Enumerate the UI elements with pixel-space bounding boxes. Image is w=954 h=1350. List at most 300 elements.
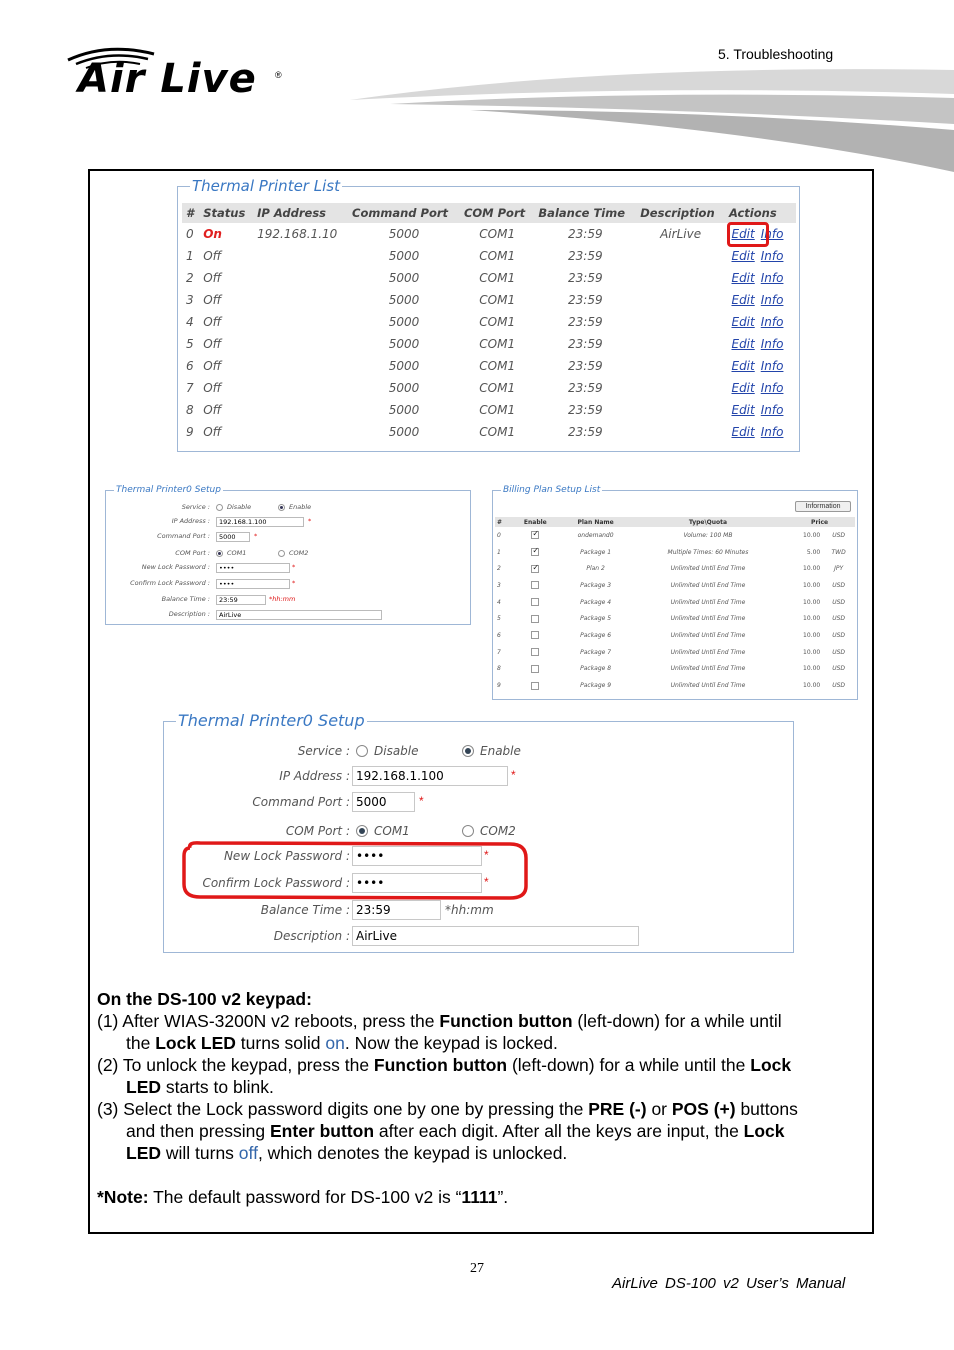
step-3-cont-2 bbox=[97, 1142, 867, 1164]
small-balance-hint: *hh:mm bbox=[269, 595, 296, 603]
small-balance-label: Balance Time : bbox=[161, 595, 210, 603]
enable-label: Enable bbox=[480, 744, 521, 758]
small-service-row bbox=[106, 503, 470, 515]
ip-required-mark: * bbox=[511, 768, 516, 782]
cell-ip bbox=[253, 245, 348, 267]
thermal-printer-rows bbox=[182, 223, 796, 443]
edit-link[interactable]: Edit bbox=[731, 381, 755, 395]
cell-balance: 23:59 bbox=[568, 425, 603, 439]
col-com-port: COM Port bbox=[460, 203, 534, 223]
edit-link[interactable]: Edit bbox=[731, 227, 755, 241]
thermal-printer-list-legend: Thermal Printer List bbox=[192, 177, 340, 195]
billing-cell-currency: USD bbox=[832, 581, 846, 589]
info-link[interactable]: Info bbox=[760, 227, 784, 241]
table-row bbox=[182, 289, 796, 311]
small-ip-row bbox=[106, 517, 470, 529]
billing-cell-enable bbox=[511, 610, 559, 627]
cell-cmd-port: 5000 bbox=[388, 425, 420, 439]
col-ip: IP Address bbox=[253, 203, 348, 223]
small-newpw-label: New Lock Password : bbox=[141, 563, 210, 571]
billing-cell-num: 2 bbox=[497, 565, 501, 573]
small-setup-panel bbox=[105, 485, 471, 625]
billing-cell-enable bbox=[511, 544, 559, 561]
manual-title: AirLive DS-100 v2 User’s Manual bbox=[612, 1275, 846, 1292]
billing-cell-quota: Unlimited Until End Time bbox=[670, 648, 746, 656]
cell-description bbox=[636, 377, 725, 399]
balance-time-row bbox=[164, 900, 793, 922]
cell-com-port: COM1 bbox=[479, 381, 516, 395]
cell-num: 2 bbox=[186, 271, 194, 285]
cell-description bbox=[636, 311, 725, 333]
edit-link[interactable]: Edit bbox=[731, 403, 755, 417]
cell-ip bbox=[253, 421, 348, 443]
billing-row bbox=[495, 577, 855, 594]
step-3-cont bbox=[97, 1120, 867, 1142]
info-link[interactable]: Info bbox=[760, 403, 784, 417]
large-setup-panel bbox=[163, 711, 794, 953]
step-2-cont bbox=[97, 1076, 867, 1098]
billing-row bbox=[495, 661, 855, 678]
thermal-printer-table bbox=[182, 203, 796, 443]
enable-checkbox[interactable] bbox=[531, 631, 539, 639]
cell-status: Off bbox=[203, 249, 222, 263]
info-link[interactable]: Info bbox=[760, 337, 784, 351]
small-com1-radio[interactable] bbox=[216, 550, 223, 557]
small-balance-row bbox=[106, 595, 470, 607]
billing-cell-quota: Unlimited Until End Time bbox=[670, 565, 746, 573]
billing-rows bbox=[495, 527, 855, 694]
com1-label: COM1 bbox=[374, 824, 410, 838]
cell-ip bbox=[253, 311, 348, 333]
table-row bbox=[182, 399, 796, 421]
col-num: # bbox=[182, 203, 199, 223]
billing-cell-quota: Multiple Times: 60 Minutes bbox=[667, 548, 749, 556]
billing-cell-price: 10.00 bbox=[803, 665, 821, 673]
com1-radio[interactable] bbox=[356, 825, 368, 837]
default-password-note bbox=[97, 1186, 867, 1208]
step-2 bbox=[97, 1054, 867, 1076]
cell-status: Off bbox=[203, 315, 222, 329]
small-ip-label: IP Address : bbox=[171, 517, 210, 525]
step-3-text: buttons bbox=[735, 1099, 798, 1119]
billing-row bbox=[495, 560, 855, 577]
led-term: LED bbox=[126, 1143, 161, 1163]
step-2-text: (2) To unlock the keypad, press the bbox=[97, 1055, 374, 1075]
edit-link[interactable]: Edit bbox=[731, 271, 755, 285]
billing-cell-currency: JPY bbox=[834, 565, 844, 573]
billing-cell-currency: USD bbox=[832, 665, 846, 673]
cell-com-port: COM1 bbox=[479, 293, 516, 307]
enable-checkbox[interactable] bbox=[531, 548, 539, 556]
enable-checkbox[interactable] bbox=[531, 581, 539, 589]
cell-balance: 23:59 bbox=[568, 271, 603, 285]
col-actions: Actions bbox=[725, 203, 796, 223]
cell-cmd-port: 5000 bbox=[388, 315, 420, 329]
cell-cmd-port: 5000 bbox=[388, 359, 420, 373]
information-button[interactable]: Information bbox=[795, 501, 851, 512]
enable-checkbox[interactable] bbox=[531, 665, 539, 673]
note-text: The default password for DS-100 v2 is “ bbox=[148, 1187, 462, 1207]
edit-link[interactable]: Edit bbox=[731, 337, 755, 351]
enable-checkbox[interactable] bbox=[531, 565, 539, 573]
enable-checkbox[interactable] bbox=[531, 531, 539, 539]
small-cmd-required: * bbox=[254, 532, 258, 540]
description-input[interactable]: AirLive bbox=[352, 926, 639, 946]
command-port-row bbox=[164, 792, 793, 814]
ip-address-label: IP Address : bbox=[279, 769, 350, 783]
ip-address-row bbox=[164, 766, 793, 788]
info-link[interactable]: Info bbox=[760, 249, 784, 263]
header-swoosh-graphic bbox=[350, 64, 954, 174]
info-link[interactable]: Info bbox=[760, 315, 784, 329]
large-setup-legend: Thermal Printer0 Setup bbox=[178, 711, 365, 730]
confirm-lock-password-label: Confirm Lock Password : bbox=[202, 876, 350, 890]
small-com2-radio[interactable] bbox=[278, 550, 285, 557]
note-label: *Note: bbox=[97, 1187, 149, 1207]
edit-link[interactable]: Edit bbox=[731, 425, 755, 439]
table-row bbox=[182, 333, 796, 355]
billing-row bbox=[495, 627, 855, 644]
cell-cmd-port: 5000 bbox=[388, 293, 420, 307]
cell-ip bbox=[253, 355, 348, 377]
billing-cell-price: 10.00 bbox=[803, 598, 821, 606]
table-row bbox=[182, 311, 796, 333]
billing-cell-price: 10.00 bbox=[803, 531, 821, 539]
cell-num: 3 bbox=[186, 293, 194, 307]
cell-ip bbox=[253, 399, 348, 421]
cell-actions bbox=[725, 355, 796, 377]
cell-actions bbox=[725, 333, 796, 355]
billing-cell-plan: Package 3 bbox=[580, 581, 612, 589]
cell-num: 9 bbox=[186, 425, 194, 439]
step-2-text: starts to blink. bbox=[161, 1077, 274, 1097]
billing-col-price: Price bbox=[784, 517, 855, 527]
step-3-text: , which denotes the keypad is unlocked. bbox=[257, 1143, 568, 1163]
billing-cell-plan: Plan 2 bbox=[586, 565, 605, 573]
billing-cell-num: 6 bbox=[497, 631, 501, 639]
small-desc-input[interactable]: AirLive bbox=[216, 610, 382, 620]
cell-num: 4 bbox=[186, 315, 194, 329]
small-com-label: COM Port : bbox=[175, 549, 210, 557]
small-cmd-input[interactable]: 5000 bbox=[216, 532, 250, 542]
balance-time-label: Balance Time : bbox=[260, 903, 350, 917]
step-3-text: or bbox=[646, 1099, 672, 1119]
small-confpw-row bbox=[106, 579, 470, 591]
billing-cell-plan: Package 1 bbox=[580, 548, 612, 556]
cell-com-port: COM1 bbox=[479, 249, 516, 263]
confirm-lock-password-input[interactable]: •••• bbox=[352, 873, 482, 893]
billing-cell-quota: Unlimited Until End Time bbox=[670, 665, 746, 673]
info-link[interactable]: Info bbox=[760, 359, 784, 373]
step-1-text: (left-down) for a while until bbox=[572, 1011, 782, 1031]
billing-col-enable: Enable bbox=[511, 517, 559, 527]
cell-num: 6 bbox=[186, 359, 194, 373]
step-1-text: the bbox=[126, 1033, 156, 1053]
billing-cell-currency: USD bbox=[832, 682, 846, 690]
cell-com-port: COM1 bbox=[479, 425, 516, 439]
led-term: LED bbox=[126, 1077, 161, 1097]
step-1-text: (1) After WIAS-3200N v2 reboots, press the bbox=[97, 1011, 440, 1031]
description-row bbox=[164, 926, 793, 948]
billing-cell-price: 5.00 bbox=[806, 548, 821, 556]
cell-balance: 23:59 bbox=[568, 293, 603, 307]
step-3-text: after each digit. After all the keys are input, the bbox=[374, 1121, 744, 1141]
ip-address-input[interactable]: 192.168.1.100 bbox=[352, 766, 508, 786]
info-link[interactable]: Info bbox=[760, 381, 784, 395]
step-3-text: and then pressing bbox=[126, 1121, 270, 1141]
lock-term: Lock bbox=[743, 1121, 785, 1141]
enable-checkbox[interactable] bbox=[531, 682, 539, 690]
enable-checkbox[interactable] bbox=[531, 648, 539, 656]
col-description: Description bbox=[636, 203, 725, 223]
cell-balance: 23:59 bbox=[568, 227, 603, 241]
cell-cmd-port: 5000 bbox=[388, 249, 420, 263]
billing-cell-price: 10.00 bbox=[803, 615, 821, 623]
billing-cell-currency: USD bbox=[832, 648, 846, 656]
cell-status: On bbox=[203, 227, 222, 241]
cell-actions bbox=[725, 399, 796, 421]
small-enable-label: Enable bbox=[289, 503, 312, 511]
billing-cell-quota: Unlimited Until End Time bbox=[670, 682, 746, 690]
cell-balance: 23:59 bbox=[568, 381, 603, 395]
step-1-text: turns solid bbox=[235, 1033, 326, 1053]
cell-num: 1 bbox=[186, 249, 194, 263]
small-desc-label: Description : bbox=[168, 610, 210, 618]
enable-radio[interactable] bbox=[462, 745, 474, 757]
billing-cell-quota: Volume: 100 MB bbox=[683, 531, 733, 539]
pre-button-term: PRE (-) bbox=[588, 1099, 647, 1119]
small-ip-input[interactable]: 192.168.1.100 bbox=[216, 517, 304, 527]
service-row bbox=[164, 741, 793, 763]
small-enable-radio[interactable] bbox=[278, 504, 285, 511]
small-service-label: Service : bbox=[181, 503, 210, 511]
enable-checkbox[interactable] bbox=[531, 615, 539, 623]
small-confpw-input[interactable]: •••• bbox=[216, 579, 290, 589]
cell-description bbox=[636, 399, 725, 421]
cell-num: 7 bbox=[186, 381, 194, 395]
col-balance: Balance Time bbox=[534, 203, 636, 223]
step-2-text: (left-down) for a while until the bbox=[507, 1055, 751, 1075]
billing-cell-plan: Package 8 bbox=[580, 665, 612, 673]
off-state-term: off bbox=[238, 1143, 258, 1163]
command-port-input[interactable]: 5000 bbox=[352, 792, 415, 812]
table-row bbox=[182, 421, 796, 443]
command-port-required-mark: * bbox=[419, 794, 424, 808]
page-number: 27 bbox=[470, 1261, 484, 1276]
billing-cell-num: 8 bbox=[497, 665, 501, 673]
balance-time-hint: *hh:mm bbox=[445, 903, 494, 917]
col-cmd-port: Command Port bbox=[348, 203, 460, 223]
billing-cell-enable bbox=[511, 577, 559, 594]
billing-cell-num: 5 bbox=[497, 615, 501, 623]
cell-balance: 23:59 bbox=[568, 249, 603, 263]
cell-status: Off bbox=[203, 425, 222, 439]
cell-actions bbox=[725, 289, 796, 311]
note-text: ”. bbox=[497, 1187, 509, 1207]
registered-mark: ® bbox=[275, 70, 282, 80]
cell-cmd-port: 5000 bbox=[388, 381, 420, 395]
edit-highlight-box bbox=[727, 222, 769, 247]
billing-cell-plan: Package 9 bbox=[580, 682, 612, 690]
col-status: Status bbox=[199, 203, 253, 223]
billing-cell-currency: USD bbox=[832, 531, 846, 539]
small-cmd-label: Command Port : bbox=[157, 532, 210, 540]
edit-link[interactable]: Edit bbox=[731, 315, 755, 329]
billing-cell-price: 10.00 bbox=[803, 682, 821, 690]
cell-actions bbox=[725, 245, 796, 267]
info-link[interactable]: Info bbox=[760, 425, 784, 439]
billing-cell-enable bbox=[511, 594, 559, 611]
cell-status: Off bbox=[203, 359, 222, 373]
billing-row bbox=[495, 544, 855, 561]
pos-button-term: POS (+) bbox=[671, 1099, 736, 1119]
billing-row bbox=[495, 527, 855, 544]
small-confpw-label: Confirm Lock Password : bbox=[130, 579, 210, 587]
thermal-printer-list-panel bbox=[177, 177, 800, 452]
cell-com-port: COM1 bbox=[479, 403, 516, 417]
com-port-label: COM Port : bbox=[285, 824, 350, 838]
cell-status: Off bbox=[203, 381, 222, 395]
billing-cell-quota: Unlimited Until End Time bbox=[670, 581, 746, 589]
billing-cell-num: 4 bbox=[497, 598, 501, 606]
disable-radio[interactable] bbox=[356, 745, 368, 757]
cell-num: 0 bbox=[186, 227, 194, 241]
small-balance-input[interactable]: 23:59 bbox=[216, 595, 266, 605]
small-ip-required: * bbox=[308, 517, 312, 525]
instructions-block bbox=[97, 988, 867, 1208]
cell-balance: 23:59 bbox=[568, 315, 603, 329]
cell-cmd-port: 5000 bbox=[388, 227, 420, 241]
cell-actions bbox=[725, 421, 796, 443]
billing-cell-num: 3 bbox=[497, 581, 501, 589]
billing-cell-quota: Unlimited Until End Time bbox=[670, 615, 746, 623]
cell-com-port: COM1 bbox=[479, 271, 516, 285]
table-row bbox=[182, 377, 796, 399]
billing-cell-plan: ondemand0 bbox=[577, 531, 614, 539]
cell-description bbox=[636, 289, 725, 311]
billing-cell-num: 0 bbox=[497, 531, 501, 539]
billing-plan-panel bbox=[492, 485, 858, 700]
cell-com-port: COM1 bbox=[479, 359, 516, 373]
billing-cell-currency: USD bbox=[832, 615, 846, 623]
small-disable-radio[interactable] bbox=[216, 504, 223, 511]
billing-cell-enable bbox=[511, 627, 559, 644]
cell-actions bbox=[725, 267, 796, 289]
step-3-text: will turns bbox=[161, 1143, 239, 1163]
new-lock-password-input[interactable]: •••• bbox=[352, 846, 482, 866]
lock-term: Lock bbox=[750, 1055, 792, 1075]
lock-led-term: Lock LED bbox=[155, 1033, 236, 1053]
table-row bbox=[182, 245, 796, 267]
billing-cell-plan: Package 4 bbox=[580, 598, 612, 606]
enable-checkbox[interactable] bbox=[531, 598, 539, 606]
function-button-term: Function button bbox=[373, 1055, 508, 1075]
billing-cell-num: 7 bbox=[497, 648, 501, 656]
step-3-text: (3) Select the Lock password digits one by one by pressing the bbox=[97, 1099, 589, 1119]
cell-ip bbox=[253, 267, 348, 289]
default-password-value: 1111 bbox=[461, 1187, 498, 1207]
cell-actions bbox=[725, 377, 796, 399]
small-desc-row bbox=[106, 610, 470, 622]
description-label: Description : bbox=[273, 929, 350, 943]
edit-link[interactable]: Edit bbox=[731, 249, 755, 263]
com2-radio[interactable] bbox=[462, 825, 474, 837]
instructions-heading: On the DS-100 v2 keypad: bbox=[97, 989, 312, 1009]
billing-row bbox=[495, 610, 855, 627]
cell-description bbox=[636, 245, 725, 267]
small-com-row bbox=[106, 549, 470, 561]
small-cmd-row bbox=[106, 532, 470, 544]
billing-cell-enable bbox=[511, 527, 559, 544]
cell-description bbox=[636, 267, 725, 289]
edit-link[interactable]: Edit bbox=[731, 359, 755, 373]
billing-cell-enable bbox=[511, 644, 559, 661]
small-setup-legend: Thermal Printer0 Setup bbox=[116, 485, 221, 495]
billing-row bbox=[495, 677, 855, 694]
enter-button-term: Enter button bbox=[270, 1121, 375, 1141]
table-row bbox=[182, 223, 796, 245]
password-highlight-loop bbox=[180, 840, 532, 902]
function-button-term: Function button bbox=[439, 1011, 573, 1031]
billing-cell-plan: Package 6 bbox=[580, 631, 612, 639]
edit-link[interactable]: Edit bbox=[731, 293, 755, 307]
balance-time-input[interactable]: 23:59 bbox=[352, 900, 441, 920]
billing-cell-price: 10.00 bbox=[803, 581, 821, 589]
step-1 bbox=[97, 1010, 867, 1032]
billing-cell-num: 9 bbox=[497, 682, 501, 690]
cell-cmd-port: 5000 bbox=[388, 403, 420, 417]
billing-cell-quota: Unlimited Until End Time bbox=[670, 631, 746, 639]
confirm-lock-password-required-mark: * bbox=[484, 875, 489, 889]
small-newpw-required: * bbox=[292, 563, 296, 571]
cell-ip bbox=[253, 289, 348, 311]
command-port-label: Command Port : bbox=[252, 795, 350, 809]
billing-cell-currency: TWD bbox=[831, 548, 846, 556]
cell-num: 8 bbox=[186, 403, 194, 417]
cell-ip bbox=[253, 377, 348, 399]
step-1-cont bbox=[97, 1032, 867, 1054]
table-row bbox=[182, 267, 796, 289]
billing-col-quota: Type\Quota bbox=[632, 517, 784, 527]
billing-cell-plan: Package 5 bbox=[580, 615, 612, 623]
small-newpw-row bbox=[106, 563, 470, 575]
com2-label: COM2 bbox=[480, 824, 516, 838]
cell-status: Off bbox=[203, 271, 222, 285]
billing-plan-table bbox=[495, 517, 855, 694]
cell-ip: 192.168.1.10 bbox=[257, 227, 338, 241]
billing-cell-quota: Unlimited Until End Time bbox=[670, 598, 746, 606]
airlive-logo: Air Live bbox=[78, 56, 257, 102]
small-disable-label: Disable bbox=[227, 503, 252, 511]
billing-plan-legend: Billing Plan Setup List bbox=[503, 485, 601, 495]
cell-description: AirLive bbox=[660, 227, 702, 241]
step-3 bbox=[97, 1098, 867, 1120]
billing-header-row bbox=[495, 517, 855, 527]
cell-cmd-port: 5000 bbox=[388, 271, 420, 285]
info-link[interactable]: Info bbox=[760, 293, 784, 307]
billing-cell-price: 10.00 bbox=[803, 631, 821, 639]
billing-cell-enable bbox=[511, 661, 559, 678]
cell-status: Off bbox=[203, 337, 222, 351]
step-1-text: . Now the keypad is locked. bbox=[344, 1033, 558, 1053]
billing-cell-enable bbox=[511, 560, 559, 577]
small-newpw-input[interactable]: •••• bbox=[216, 563, 290, 573]
info-link[interactable]: Info bbox=[760, 271, 784, 285]
cell-cmd-port: 5000 bbox=[388, 337, 420, 351]
cell-status: Off bbox=[203, 293, 222, 307]
billing-col-plan: Plan Name bbox=[559, 517, 631, 527]
cell-com-port: COM1 bbox=[479, 227, 516, 241]
